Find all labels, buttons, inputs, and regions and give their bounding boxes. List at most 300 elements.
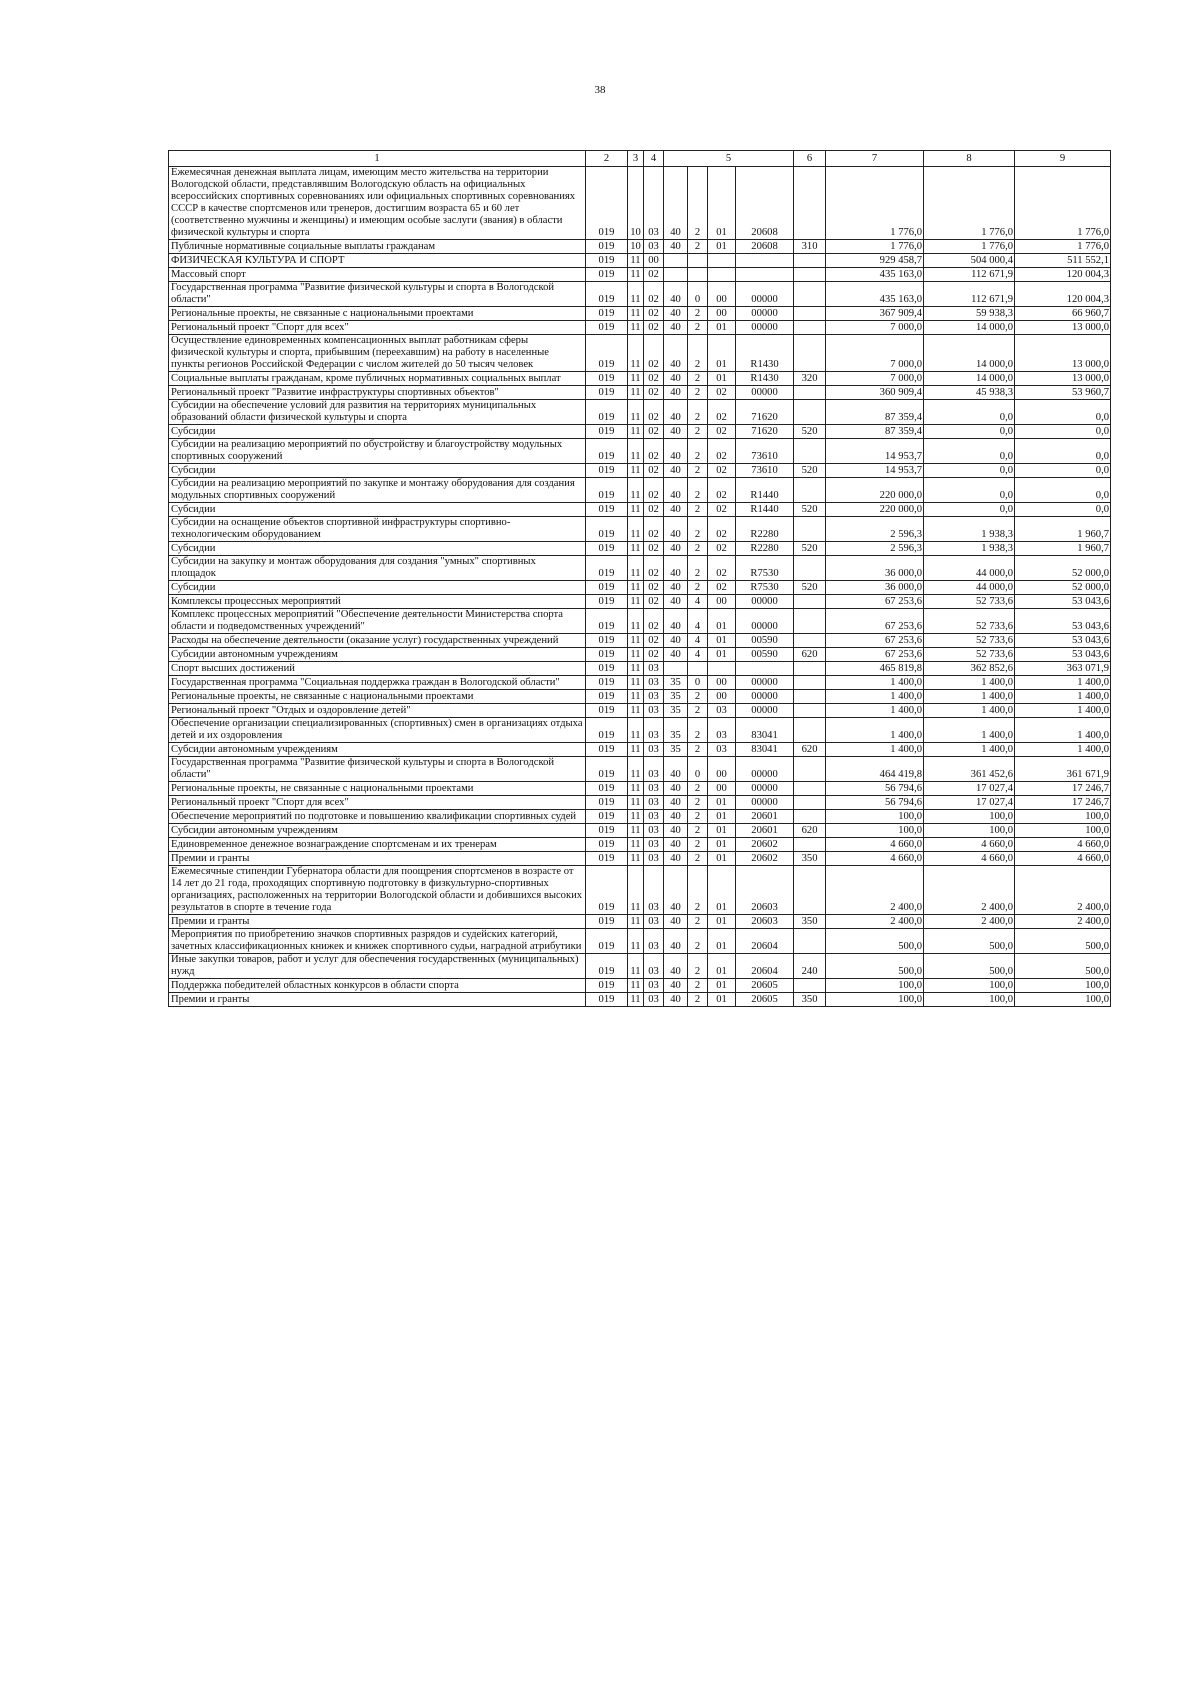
row-name-cell: Социальные выплаты гражданам, кроме публичных нормативных социальных выплат <box>169 372 586 386</box>
admin-code-cell: 019 <box>586 810 628 824</box>
expense-type-cell: 240 <box>794 954 826 979</box>
program-code-cell: 40 <box>664 757 688 782</box>
section-cell: 11 <box>628 609 644 634</box>
table-row <box>169 782 1111 796</box>
amount-year-2-cell: 14 000,0 <box>924 335 1015 372</box>
section-cell: 11 <box>628 321 644 335</box>
admin-code-cell: 019 <box>586 662 628 676</box>
amount-year-3-cell: 53 043,6 <box>1015 609 1111 634</box>
row-name-cell: Государственная программа "Развитие физической культуры и спорта в Вологодской области" <box>169 757 586 782</box>
row-name-cell: Ежемесячная денежная выплата лицам, имеющим место жительства на территории Вологодской области, представлявшим Вологодскую область на официальных всероссийских спортивных соревнованиях или официальных спортивных соревнованиях СССР в качестве спортсменов или тренеров, достигшим возраста 65 и 60 лет (соответственно мужчины и женщины) и имеющим особые заслуги (звания) в области физической культуры и спорта <box>169 167 586 240</box>
program-code-cell: 40 <box>664 648 688 662</box>
direction-code-cell: 00000 <box>736 609 794 634</box>
direction-code-cell: 00000 <box>736 676 794 690</box>
expense-type-cell: 310 <box>794 240 826 254</box>
table-row <box>169 676 1111 690</box>
table-row <box>169 993 1111 1007</box>
amount-year-2-cell: 100,0 <box>924 979 1015 993</box>
structure-code-cell: 00 <box>708 676 736 690</box>
column-header-1: 1 <box>169 151 586 167</box>
table-row <box>169 268 1111 282</box>
expense-type-cell: 520 <box>794 581 826 595</box>
row-name-cell: Поддержка победителей областных конкурсов в области спорта <box>169 979 586 993</box>
amount-year-3-cell: 100,0 <box>1015 810 1111 824</box>
admin-code-cell: 019 <box>586 240 628 254</box>
program-code-cell: 40 <box>664 866 688 915</box>
amount-year-3-cell: 53 043,6 <box>1015 634 1111 648</box>
amount-year-1-cell: 1 400,0 <box>826 704 924 718</box>
table-row <box>169 400 1111 425</box>
amount-year-3-cell: 1 400,0 <box>1015 690 1111 704</box>
table-row <box>169 386 1111 400</box>
amount-year-2-cell: 1 400,0 <box>924 704 1015 718</box>
amount-year-1-cell: 100,0 <box>826 824 924 838</box>
program-code-cell <box>664 254 688 268</box>
subsection-cell: 02 <box>644 439 664 464</box>
direction-code-cell: R1440 <box>736 503 794 517</box>
program-code-cell: 40 <box>664 595 688 609</box>
expense-type-cell <box>794 676 826 690</box>
direction-code-cell: 20603 <box>736 866 794 915</box>
subprogram-code-cell: 0 <box>688 676 708 690</box>
direction-code-cell: 83041 <box>736 743 794 757</box>
admin-code-cell: 019 <box>586 254 628 268</box>
section-cell: 11 <box>628 400 644 425</box>
row-name-cell: Премии и гранты <box>169 852 586 866</box>
admin-code-cell: 019 <box>586 581 628 595</box>
amount-year-3-cell: 1 776,0 <box>1015 240 1111 254</box>
amount-year-1-cell: 500,0 <box>826 929 924 954</box>
program-code-cell: 40 <box>664 556 688 581</box>
table-row <box>169 439 1111 464</box>
column-header-4: 4 <box>644 151 664 167</box>
amount-year-3-cell: 1 400,0 <box>1015 718 1111 743</box>
admin-code-cell: 019 <box>586 824 628 838</box>
program-code-cell: 40 <box>664 542 688 556</box>
expense-type-cell <box>794 439 826 464</box>
program-code-cell: 40 <box>664 810 688 824</box>
expense-type-cell <box>794 167 826 240</box>
section-cell: 11 <box>628 979 644 993</box>
subprogram-code-cell: 2 <box>688 372 708 386</box>
structure-code-cell: 01 <box>708 335 736 372</box>
admin-code-cell: 019 <box>586 425 628 439</box>
program-code-cell <box>664 268 688 282</box>
row-name-cell: Региональный проект "Спорт для всех" <box>169 796 586 810</box>
amount-year-3-cell: 0,0 <box>1015 400 1111 425</box>
amount-year-1-cell: 67 253,6 <box>826 595 924 609</box>
structure-code-cell: 01 <box>708 810 736 824</box>
section-cell: 11 <box>628 595 644 609</box>
structure-code-cell: 01 <box>708 852 736 866</box>
row-name-cell: Субсидии <box>169 503 586 517</box>
subsection-cell: 03 <box>644 824 664 838</box>
row-name-cell: Спорт высших достижений <box>169 662 586 676</box>
section-cell: 11 <box>628 824 644 838</box>
table-row <box>169 321 1111 335</box>
amount-year-2-cell: 1 938,3 <box>924 517 1015 542</box>
structure-code-cell: 02 <box>708 581 736 595</box>
table-row <box>169 254 1111 268</box>
amount-year-2-cell: 100,0 <box>924 810 1015 824</box>
table-row <box>169 478 1111 503</box>
amount-year-2-cell: 361 452,6 <box>924 757 1015 782</box>
expense-type-cell <box>794 254 826 268</box>
program-code-cell: 40 <box>664 335 688 372</box>
subsection-cell: 03 <box>644 690 664 704</box>
expense-type-cell <box>794 662 826 676</box>
amount-year-1-cell: 100,0 <box>826 810 924 824</box>
structure-code-cell: 02 <box>708 478 736 503</box>
program-code-cell: 40 <box>664 386 688 400</box>
direction-code-cell: 20608 <box>736 167 794 240</box>
amount-year-3-cell: 0,0 <box>1015 503 1111 517</box>
subprogram-code-cell: 2 <box>688 929 708 954</box>
expense-type-cell: 620 <box>794 648 826 662</box>
amount-year-3-cell: 66 960,7 <box>1015 307 1111 321</box>
amount-year-3-cell: 100,0 <box>1015 993 1111 1007</box>
row-name-cell: Обеспечение организации специализированных (спортивных) смен в организациях отдыха детей и их оздоровления <box>169 718 586 743</box>
subprogram-code-cell: 0 <box>688 757 708 782</box>
amount-year-3-cell: 17 246,7 <box>1015 782 1111 796</box>
column-header-2: 2 <box>586 151 628 167</box>
amount-year-3-cell: 2 400,0 <box>1015 866 1111 915</box>
column-header-9: 9 <box>1015 151 1111 167</box>
expense-type-cell <box>794 757 826 782</box>
row-name-cell: Субсидии на реализацию мероприятий по обустройству и благоустройству модульных спортивных сооружений <box>169 439 586 464</box>
structure-code-cell: 01 <box>708 954 736 979</box>
subsection-cell: 02 <box>644 581 664 595</box>
program-code-cell: 40 <box>664 796 688 810</box>
section-cell: 11 <box>628 929 644 954</box>
amount-year-1-cell: 87 359,4 <box>826 400 924 425</box>
row-name-cell: Обеспечение мероприятий по подготовке и повышению квалификации спортивных судей <box>169 810 586 824</box>
section-cell: 11 <box>628 852 644 866</box>
direction-code-cell: 00000 <box>736 690 794 704</box>
expense-type-cell: 520 <box>794 503 826 517</box>
section-cell: 11 <box>628 581 644 595</box>
section-cell: 11 <box>628 662 644 676</box>
section-cell: 11 <box>628 439 644 464</box>
section-cell: 11 <box>628 503 644 517</box>
admin-code-cell: 019 <box>586 268 628 282</box>
expense-type-cell <box>794 307 826 321</box>
amount-year-3-cell: 13 000,0 <box>1015 372 1111 386</box>
admin-code-cell: 019 <box>586 704 628 718</box>
section-cell: 11 <box>628 542 644 556</box>
section-cell: 11 <box>628 372 644 386</box>
subprogram-code-cell <box>688 254 708 268</box>
table-row <box>169 757 1111 782</box>
amount-year-2-cell: 1 776,0 <box>924 240 1015 254</box>
structure-code-cell: 02 <box>708 425 736 439</box>
subprogram-code-cell: 4 <box>688 595 708 609</box>
section-cell: 10 <box>628 167 644 240</box>
table-row <box>169 824 1111 838</box>
admin-code-cell: 019 <box>586 676 628 690</box>
section-cell: 11 <box>628 648 644 662</box>
structure-code-cell: 01 <box>708 915 736 929</box>
row-name-cell: Государственная программа "Развитие физической культуры и спорта в Вологодской области" <box>169 282 586 307</box>
direction-code-cell: 00000 <box>736 782 794 796</box>
amount-year-3-cell: 1 960,7 <box>1015 517 1111 542</box>
admin-code-cell: 019 <box>586 595 628 609</box>
subprogram-code-cell: 2 <box>688 464 708 478</box>
program-code-cell: 40 <box>664 425 688 439</box>
subsection-cell: 02 <box>644 400 664 425</box>
subsection-cell: 03 <box>644 757 664 782</box>
amount-year-3-cell: 0,0 <box>1015 464 1111 478</box>
row-name-cell: Государственная программа "Социальная поддержка граждан в Вологодской области" <box>169 676 586 690</box>
subprogram-code-cell: 2 <box>688 838 708 852</box>
row-name-cell: ФИЗИЧЕСКАЯ КУЛЬТУРА И СПОРТ <box>169 254 586 268</box>
direction-code-cell: R1430 <box>736 372 794 386</box>
expense-type-cell <box>794 478 826 503</box>
expense-type-cell <box>794 386 826 400</box>
amount-year-3-cell: 1 400,0 <box>1015 743 1111 757</box>
program-code-cell: 40 <box>664 609 688 634</box>
structure-code-cell: 01 <box>708 648 736 662</box>
subsection-cell: 03 <box>644 796 664 810</box>
table-row <box>169 634 1111 648</box>
subsection-cell: 02 <box>644 321 664 335</box>
subsection-cell: 03 <box>644 915 664 929</box>
program-code-cell: 35 <box>664 743 688 757</box>
admin-code-cell: 019 <box>586 282 628 307</box>
amount-year-1-cell: 14 953,7 <box>826 439 924 464</box>
amount-year-3-cell: 0,0 <box>1015 478 1111 503</box>
direction-code-cell: 20608 <box>736 240 794 254</box>
table-row <box>169 838 1111 852</box>
program-code-cell: 40 <box>664 782 688 796</box>
row-name-cell: Субсидии на закупку и монтаж оборудования для создания "умных" спортивных площадок <box>169 556 586 581</box>
admin-code-cell: 019 <box>586 838 628 852</box>
row-name-cell: Субсидии <box>169 425 586 439</box>
row-name-cell: Субсидии на обеспечение условий для развития на территориях муниципальных образований области физической культуры и спорта <box>169 400 586 425</box>
subprogram-code-cell: 4 <box>688 634 708 648</box>
section-cell: 11 <box>628 743 644 757</box>
program-code-cell: 40 <box>664 915 688 929</box>
table-row <box>169 718 1111 743</box>
expense-type-cell <box>794 690 826 704</box>
amount-year-1-cell: 929 458,7 <box>826 254 924 268</box>
budget-table <box>168 150 1111 1007</box>
amount-year-1-cell: 2 400,0 <box>826 915 924 929</box>
subprogram-code-cell <box>688 662 708 676</box>
admin-code-cell: 019 <box>586 634 628 648</box>
table-row <box>169 372 1111 386</box>
amount-year-2-cell: 0,0 <box>924 464 1015 478</box>
page-number: 38 <box>594 84 606 96</box>
direction-code-cell: R7530 <box>736 556 794 581</box>
subsection-cell: 03 <box>644 704 664 718</box>
section-cell: 11 <box>628 866 644 915</box>
admin-code-cell: 019 <box>586 979 628 993</box>
table-row <box>169 810 1111 824</box>
admin-code-cell: 019 <box>586 400 628 425</box>
subsection-cell: 02 <box>644 517 664 542</box>
direction-code-cell: 73610 <box>736 439 794 464</box>
subsection-cell: 02 <box>644 556 664 581</box>
amount-year-2-cell: 112 671,9 <box>924 282 1015 307</box>
amount-year-1-cell: 100,0 <box>826 979 924 993</box>
expense-type-cell <box>794 979 826 993</box>
amount-year-2-cell: 1 400,0 <box>924 690 1015 704</box>
expense-type-cell: 620 <box>794 743 826 757</box>
structure-code-cell: 01 <box>708 372 736 386</box>
admin-code-cell: 019 <box>586 782 628 796</box>
subprogram-code-cell: 2 <box>688 824 708 838</box>
program-code-cell: 40 <box>664 282 688 307</box>
admin-code-cell: 019 <box>586 757 628 782</box>
column-header-3: 3 <box>628 151 644 167</box>
subsection-cell: 02 <box>644 282 664 307</box>
row-name-cell: Мероприятия по приобретению значков спортивных разрядов и судейских категорий, зачетных классификационных книжек и книжек спортивного судьи, наградной атрибутики <box>169 929 586 954</box>
amount-year-2-cell: 44 000,0 <box>924 581 1015 595</box>
direction-code-cell: 71620 <box>736 425 794 439</box>
subsection-cell: 00 <box>644 254 664 268</box>
section-cell: 11 <box>628 335 644 372</box>
row-name-cell: Региональные проекты, не связанные с национальными проектами <box>169 307 586 321</box>
expense-type-cell <box>794 810 826 824</box>
subprogram-code-cell: 2 <box>688 240 708 254</box>
column-header-6: 6 <box>794 151 826 167</box>
table-row <box>169 556 1111 581</box>
admin-code-cell: 019 <box>586 648 628 662</box>
table-row <box>169 517 1111 542</box>
program-code-cell: 35 <box>664 718 688 743</box>
amount-year-1-cell: 465 819,8 <box>826 662 924 676</box>
amount-year-3-cell: 100,0 <box>1015 979 1111 993</box>
amount-year-1-cell: 1 400,0 <box>826 718 924 743</box>
amount-year-1-cell: 100,0 <box>826 993 924 1007</box>
direction-code-cell: R7530 <box>736 581 794 595</box>
amount-year-1-cell: 2 596,3 <box>826 517 924 542</box>
program-code-cell: 40 <box>664 167 688 240</box>
amount-year-2-cell: 0,0 <box>924 425 1015 439</box>
program-code-cell <box>664 662 688 676</box>
section-cell: 11 <box>628 690 644 704</box>
row-name-cell: Осуществление единовременных компенсационных выплат работникам сферы физической культуры и спорта, прибывшим (переехавшим) на работу в населенные пункты регионов Российской Федерации с числом жителей до 50 тысяч человек <box>169 335 586 372</box>
section-cell: 11 <box>628 954 644 979</box>
admin-code-cell: 019 <box>586 307 628 321</box>
table-row <box>169 464 1111 478</box>
subsection-cell: 02 <box>644 634 664 648</box>
amount-year-2-cell: 4 660,0 <box>924 838 1015 852</box>
row-name-cell: Массовый спорт <box>169 268 586 282</box>
subsection-cell: 02 <box>644 335 664 372</box>
table-row <box>169 542 1111 556</box>
table-row <box>169 595 1111 609</box>
amount-year-1-cell: 14 953,7 <box>826 464 924 478</box>
direction-code-cell: 00000 <box>736 386 794 400</box>
table-row <box>169 581 1111 595</box>
program-code-cell: 40 <box>664 838 688 852</box>
expense-type-cell <box>794 282 826 307</box>
row-name-cell: Региональные проекты, не связанные с национальными проектами <box>169 782 586 796</box>
subprogram-code-cell: 0 <box>688 282 708 307</box>
admin-code-cell: 019 <box>586 929 628 954</box>
direction-code-cell: 00000 <box>736 307 794 321</box>
subsection-cell: 03 <box>644 240 664 254</box>
direction-code-cell: 20602 <box>736 852 794 866</box>
amount-year-2-cell: 17 027,4 <box>924 796 1015 810</box>
section-cell: 11 <box>628 810 644 824</box>
amount-year-3-cell: 52 000,0 <box>1015 556 1111 581</box>
direction-code-cell: 20603 <box>736 915 794 929</box>
amount-year-1-cell: 1 776,0 <box>826 167 924 240</box>
row-name-cell: Публичные нормативные социальные выплаты гражданам <box>169 240 586 254</box>
direction-code-cell <box>736 662 794 676</box>
section-cell: 10 <box>628 240 644 254</box>
direction-code-cell: 00000 <box>736 704 794 718</box>
section-cell: 11 <box>628 282 644 307</box>
column-header-7: 7 <box>826 151 924 167</box>
amount-year-2-cell: 52 733,6 <box>924 634 1015 648</box>
subsection-cell: 02 <box>644 268 664 282</box>
table-row <box>169 796 1111 810</box>
expense-type-cell <box>794 517 826 542</box>
subprogram-code-cell: 2 <box>688 979 708 993</box>
amount-year-1-cell: 360 909,4 <box>826 386 924 400</box>
section-cell: 11 <box>628 676 644 690</box>
amount-year-2-cell: 500,0 <box>924 929 1015 954</box>
structure-code-cell: 00 <box>708 307 736 321</box>
amount-year-2-cell: 4 660,0 <box>924 852 1015 866</box>
amount-year-2-cell: 2 400,0 <box>924 915 1015 929</box>
direction-code-cell: 00590 <box>736 648 794 662</box>
subsection-cell: 02 <box>644 503 664 517</box>
admin-code-cell: 019 <box>586 915 628 929</box>
amount-year-3-cell: 4 660,0 <box>1015 852 1111 866</box>
amount-year-3-cell: 1 960,7 <box>1015 542 1111 556</box>
structure-code-cell: 01 <box>708 929 736 954</box>
amount-year-1-cell: 1 400,0 <box>826 690 924 704</box>
amount-year-2-cell: 52 733,6 <box>924 595 1015 609</box>
amount-year-3-cell: 2 400,0 <box>1015 915 1111 929</box>
expense-type-cell <box>794 335 826 372</box>
direction-code-cell: R1430 <box>736 335 794 372</box>
subprogram-code-cell: 2 <box>688 335 708 372</box>
structure-code-cell: 01 <box>708 866 736 915</box>
subprogram-code-cell: 2 <box>688 954 708 979</box>
structure-code-cell <box>708 268 736 282</box>
row-name-cell: Субсидии на реализацию мероприятий по закупке и монтажу оборудования для создания модульных спортивных сооружений <box>169 478 586 503</box>
amount-year-3-cell: 511 552,1 <box>1015 254 1111 268</box>
table-row <box>169 648 1111 662</box>
table-row <box>169 954 1111 979</box>
row-name-cell: Субсидии автономным учреждениям <box>169 648 586 662</box>
program-code-cell: 40 <box>664 464 688 478</box>
amount-year-2-cell: 362 852,6 <box>924 662 1015 676</box>
amount-year-2-cell: 45 938,3 <box>924 386 1015 400</box>
subsection-cell: 03 <box>644 167 664 240</box>
structure-code-cell: 01 <box>708 240 736 254</box>
amount-year-2-cell: 0,0 <box>924 503 1015 517</box>
amount-year-2-cell: 1 776,0 <box>924 167 1015 240</box>
structure-code-cell: 02 <box>708 439 736 464</box>
subprogram-code-cell: 2 <box>688 503 708 517</box>
row-name-cell: Иные закупки товаров, работ и услуг для обеспечения государственных (муниципальных) нужд <box>169 954 586 979</box>
row-name-cell: Субсидии <box>169 542 586 556</box>
amount-year-2-cell: 14 000,0 <box>924 321 1015 335</box>
section-cell: 11 <box>628 464 644 478</box>
structure-code-cell: 01 <box>708 321 736 335</box>
amount-year-2-cell: 0,0 <box>924 400 1015 425</box>
structure-code-cell: 01 <box>708 796 736 810</box>
direction-code-cell: 71620 <box>736 400 794 425</box>
section-cell: 11 <box>628 517 644 542</box>
